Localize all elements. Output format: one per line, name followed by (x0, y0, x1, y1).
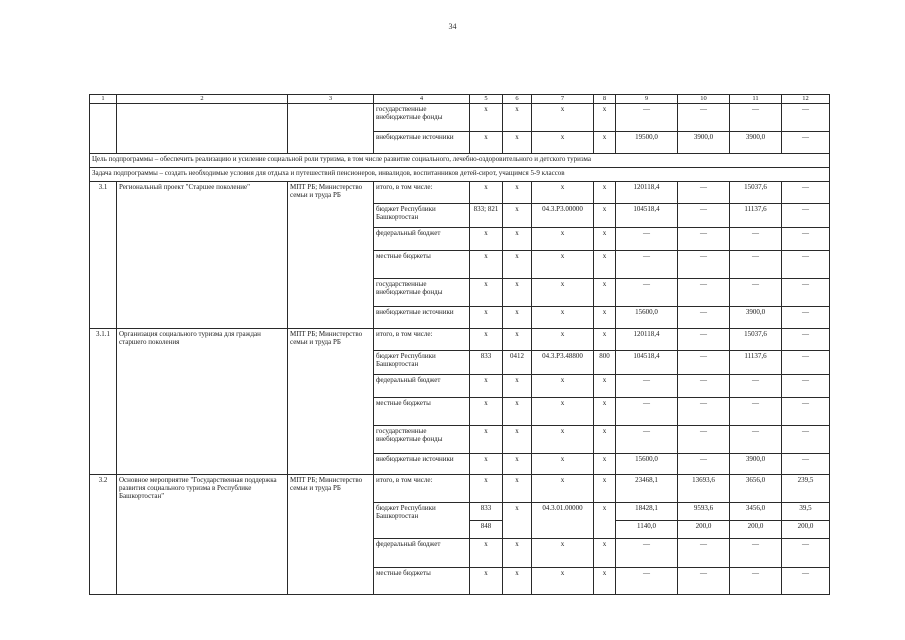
cell-value: х (503, 426, 532, 454)
column-number: 12 (782, 95, 830, 104)
funding-source: внебюджетные источники (374, 132, 470, 154)
cell-value: х (470, 104, 503, 132)
cell-value: х (503, 398, 532, 426)
funding-source: итого, в том числе: (374, 182, 470, 204)
funding-source: бюджет Республики Башкортостан (374, 351, 470, 375)
cell-value: х (532, 375, 594, 398)
cell-value: — (678, 204, 730, 228)
funding-source: местные бюджеты (374, 568, 470, 595)
funding-source: государственные внебюджетные фонды (374, 426, 470, 454)
cell-value: 0412 (503, 351, 532, 375)
item-executor: МПТ РБ; Министерство семьи и труда РБ (288, 475, 374, 595)
goal-row (90, 154, 830, 168)
funding-source: государственные внебюджетные фонды (374, 279, 470, 307)
cell-value: 200,0 (678, 521, 730, 539)
cell-value: — (782, 539, 830, 568)
funding-source: бюджет Республики Башкортостан (374, 503, 470, 539)
cell-value: — (678, 104, 730, 132)
cell-value: х (594, 539, 616, 568)
cell-value: х (503, 503, 532, 539)
cell-value: — (678, 398, 730, 426)
column-number: 4 (374, 95, 470, 104)
funding-source: бюджет Республики Башкортостан (374, 204, 470, 228)
table-row (90, 104, 830, 132)
cell-value: 833; 821 (470, 204, 503, 228)
item-name: Основное мероприятие "Государственная поддержка развития социального туризма в Республике Башкортостан" (117, 475, 288, 595)
cell-value: 120118,4 (616, 329, 678, 351)
cell-value: х (532, 454, 594, 475)
column-number: 6 (503, 95, 532, 104)
cell-value: 3900,0 (730, 307, 782, 329)
cell-value: х (594, 104, 616, 132)
cell-value: — (782, 329, 830, 351)
cell-value: х (503, 132, 532, 154)
table-row (90, 182, 830, 204)
cell-value: — (678, 279, 730, 307)
cell-value: х (503, 182, 532, 204)
cell-value: — (782, 279, 830, 307)
cell-value: х (503, 204, 532, 228)
funding-source: федеральный бюджет (374, 539, 470, 568)
cell-value: 15600,0 (616, 307, 678, 329)
cell-value: 23468,1 (616, 475, 678, 503)
cell-value: х (532, 307, 594, 329)
cell-value: х (470, 568, 503, 595)
cell-value: — (782, 228, 830, 251)
cell-value: х (470, 182, 503, 204)
column-number: 10 (678, 95, 730, 104)
cell-value: х (532, 426, 594, 454)
cell-value: 04.3.01.00000 (532, 503, 594, 539)
cell-value: — (678, 539, 730, 568)
cell-value: — (616, 228, 678, 251)
cell-value: х (532, 475, 594, 503)
cell-value: 833 (470, 503, 503, 521)
page-number: 34 (448, 22, 457, 31)
cell-value: — (730, 398, 782, 426)
cell-value: х (470, 398, 503, 426)
cell-value: 11137,6 (730, 204, 782, 228)
cell-value: — (616, 539, 678, 568)
cell-value: — (616, 279, 678, 307)
cell-value: — (678, 329, 730, 351)
cell-value: 04.3.Р3.00000 (532, 204, 594, 228)
cell-value: — (678, 228, 730, 251)
cell-value: 3456,0 (730, 503, 782, 521)
cell-value: — (782, 454, 830, 475)
cell-value: 104518,4 (616, 204, 678, 228)
cell-value: х (470, 307, 503, 329)
item-number: 3.1 (90, 182, 117, 329)
column-number: 11 (730, 95, 782, 104)
cell-value: — (678, 426, 730, 454)
cell-value: х (503, 329, 532, 351)
cell-value: 104518,4 (616, 351, 678, 375)
cell-value: — (730, 375, 782, 398)
cell-value: — (678, 375, 730, 398)
cell-value: 15600,0 (616, 454, 678, 475)
cell-value: х (594, 132, 616, 154)
cell-value: 11137,6 (730, 351, 782, 375)
funding-source: государственные внебюджетные фонды (374, 104, 470, 132)
cell-value: — (678, 454, 730, 475)
cell-value: — (782, 351, 830, 375)
cell-value: — (678, 182, 730, 204)
cell-value: х (470, 132, 503, 154)
item-name: Организация социального туризма для граждан старшего поколения (117, 329, 288, 475)
funding-source: итого, в том числе: (374, 329, 470, 351)
cell-value: х (594, 279, 616, 307)
funding-source: федеральный бюджет (374, 375, 470, 398)
cell-value: х (532, 539, 594, 568)
cell-value: х (503, 454, 532, 475)
cell-value: х (594, 568, 616, 595)
cell-value: — (782, 375, 830, 398)
funding-source: внебюджетные источники (374, 454, 470, 475)
cell-value: х (470, 228, 503, 251)
cell-value: х (503, 251, 532, 279)
cell-value: х (594, 228, 616, 251)
cell-value: — (678, 568, 730, 595)
cell-value: 15037,6 (730, 329, 782, 351)
cell-value: х (470, 454, 503, 475)
item-executor: МПТ РБ; Министерство семьи и труда РБ (288, 329, 374, 475)
cell-value: х (532, 251, 594, 279)
cell-value: х (594, 329, 616, 351)
cell-value: 833 (470, 351, 503, 375)
cell-value: 800 (594, 351, 616, 375)
cell-value: 200,0 (730, 521, 782, 539)
cell-value: х (470, 329, 503, 351)
cell-value: — (678, 307, 730, 329)
cell-value: 848 (470, 521, 503, 539)
column-number: 1 (90, 95, 117, 104)
column-number: 2 (117, 95, 288, 104)
cell-value: 13693,6 (678, 475, 730, 503)
cell-value: х (594, 454, 616, 475)
cell-value: х (594, 426, 616, 454)
cell-value: 1140,0 (616, 521, 678, 539)
cell-value: — (616, 104, 678, 132)
empty-cell (288, 104, 374, 154)
table-row (90, 329, 830, 351)
column-number: 8 (594, 95, 616, 104)
cell-value: х (532, 568, 594, 595)
task-row (90, 168, 830, 182)
cell-value: х (594, 307, 616, 329)
cell-value: — (782, 204, 830, 228)
cell-value: х (503, 228, 532, 251)
cell-value: — (730, 251, 782, 279)
item-name: Региональный проект "Старшее поколение" (117, 182, 288, 329)
column-number: 3 (288, 95, 374, 104)
cell-value: х (503, 375, 532, 398)
cell-value: — (616, 398, 678, 426)
cell-value: х (594, 204, 616, 228)
cell-value: х (470, 375, 503, 398)
cell-value: х (594, 503, 616, 539)
cell-value: — (730, 228, 782, 251)
cell-value: х (532, 279, 594, 307)
cell-value: 3900,0 (730, 132, 782, 154)
funding-source: местные бюджеты (374, 251, 470, 279)
cell-value: 3900,0 (730, 454, 782, 475)
cell-value: 04.3.Р3.48800 (532, 351, 594, 375)
cell-value: — (782, 104, 830, 132)
cell-value: — (782, 251, 830, 279)
cell-value: — (616, 568, 678, 595)
cell-value: — (782, 568, 830, 595)
cell-value: х (532, 228, 594, 251)
cell-value: х (470, 475, 503, 503)
funding-source: внебюджетные источники (374, 307, 470, 329)
cell-value: х (532, 132, 594, 154)
cell-value: 3900,0 (678, 132, 730, 154)
cell-value: 120118,4 (616, 182, 678, 204)
cell-value: 200,0 (782, 521, 830, 539)
cell-value: х (503, 539, 532, 568)
column-number: 5 (470, 95, 503, 104)
cell-value: — (730, 279, 782, 307)
cell-value: — (730, 539, 782, 568)
cell-value: х (532, 329, 594, 351)
cell-value: х (503, 475, 532, 503)
cell-value: 18428,1 (616, 503, 678, 521)
cell-value: х (503, 307, 532, 329)
cell-value: х (470, 251, 503, 279)
cell-value: — (782, 426, 830, 454)
budget-table (89, 94, 830, 595)
cell-value: х (503, 104, 532, 132)
cell-value: 9593,6 (678, 503, 730, 521)
cell-value: 239,5 (782, 475, 830, 503)
cell-value: 15037,6 (730, 182, 782, 204)
column-number: 7 (532, 95, 594, 104)
cell-value: х (470, 539, 503, 568)
cell-value: х (470, 426, 503, 454)
cell-value: х (594, 251, 616, 279)
cell-value: — (730, 568, 782, 595)
subprogram-task: Задача подпрограммы – создать необходимые условия для отдыха и путешествий пенсионеров, инвалидов, воспитанников детей-сирот, учащимся 5-9 классов (90, 168, 830, 182)
funding-source: федеральный бюджет (374, 228, 470, 251)
cell-value: х (503, 279, 532, 307)
cell-value: х (594, 398, 616, 426)
funding-source: итого, в том числе: (374, 475, 470, 503)
cell-value: — (616, 375, 678, 398)
cell-value: х (532, 104, 594, 132)
cell-value: — (782, 182, 830, 204)
cell-value: х (594, 375, 616, 398)
cell-value: х (594, 182, 616, 204)
cell-value: — (782, 398, 830, 426)
cell-value: — (782, 132, 830, 154)
cell-value: 19500,0 (616, 132, 678, 154)
cell-value: 3656,0 (730, 475, 782, 503)
column-number: 9 (616, 95, 678, 104)
cell-value: 39,5 (782, 503, 830, 521)
empty-cell (117, 104, 288, 154)
cell-value: — (782, 307, 830, 329)
cell-value: — (616, 251, 678, 279)
cell-value: — (730, 426, 782, 454)
cell-value: — (730, 104, 782, 132)
funding-source: местные бюджеты (374, 398, 470, 426)
cell-value: х (532, 398, 594, 426)
cell-value: х (594, 475, 616, 503)
item-executor: МПТ РБ; Министерство семьи и труда РБ (288, 182, 374, 329)
item-number: 3.1.1 (90, 329, 117, 475)
cell-value: х (532, 182, 594, 204)
cell-value: х (503, 568, 532, 595)
cell-value: — (616, 426, 678, 454)
table-row (90, 475, 830, 503)
item-number: 3.2 (90, 475, 117, 595)
subprogram-goal: Цель подпрограммы – обеспечить реализацию и усиление социальной роли туризма, в том числе развитие социального, лечебно-оздоровительного и детского туризма (90, 154, 830, 168)
cell-value: — (678, 351, 730, 375)
empty-cell (90, 104, 117, 154)
cell-value: — (678, 251, 730, 279)
column-number-row (90, 95, 830, 104)
cell-value: х (470, 279, 503, 307)
